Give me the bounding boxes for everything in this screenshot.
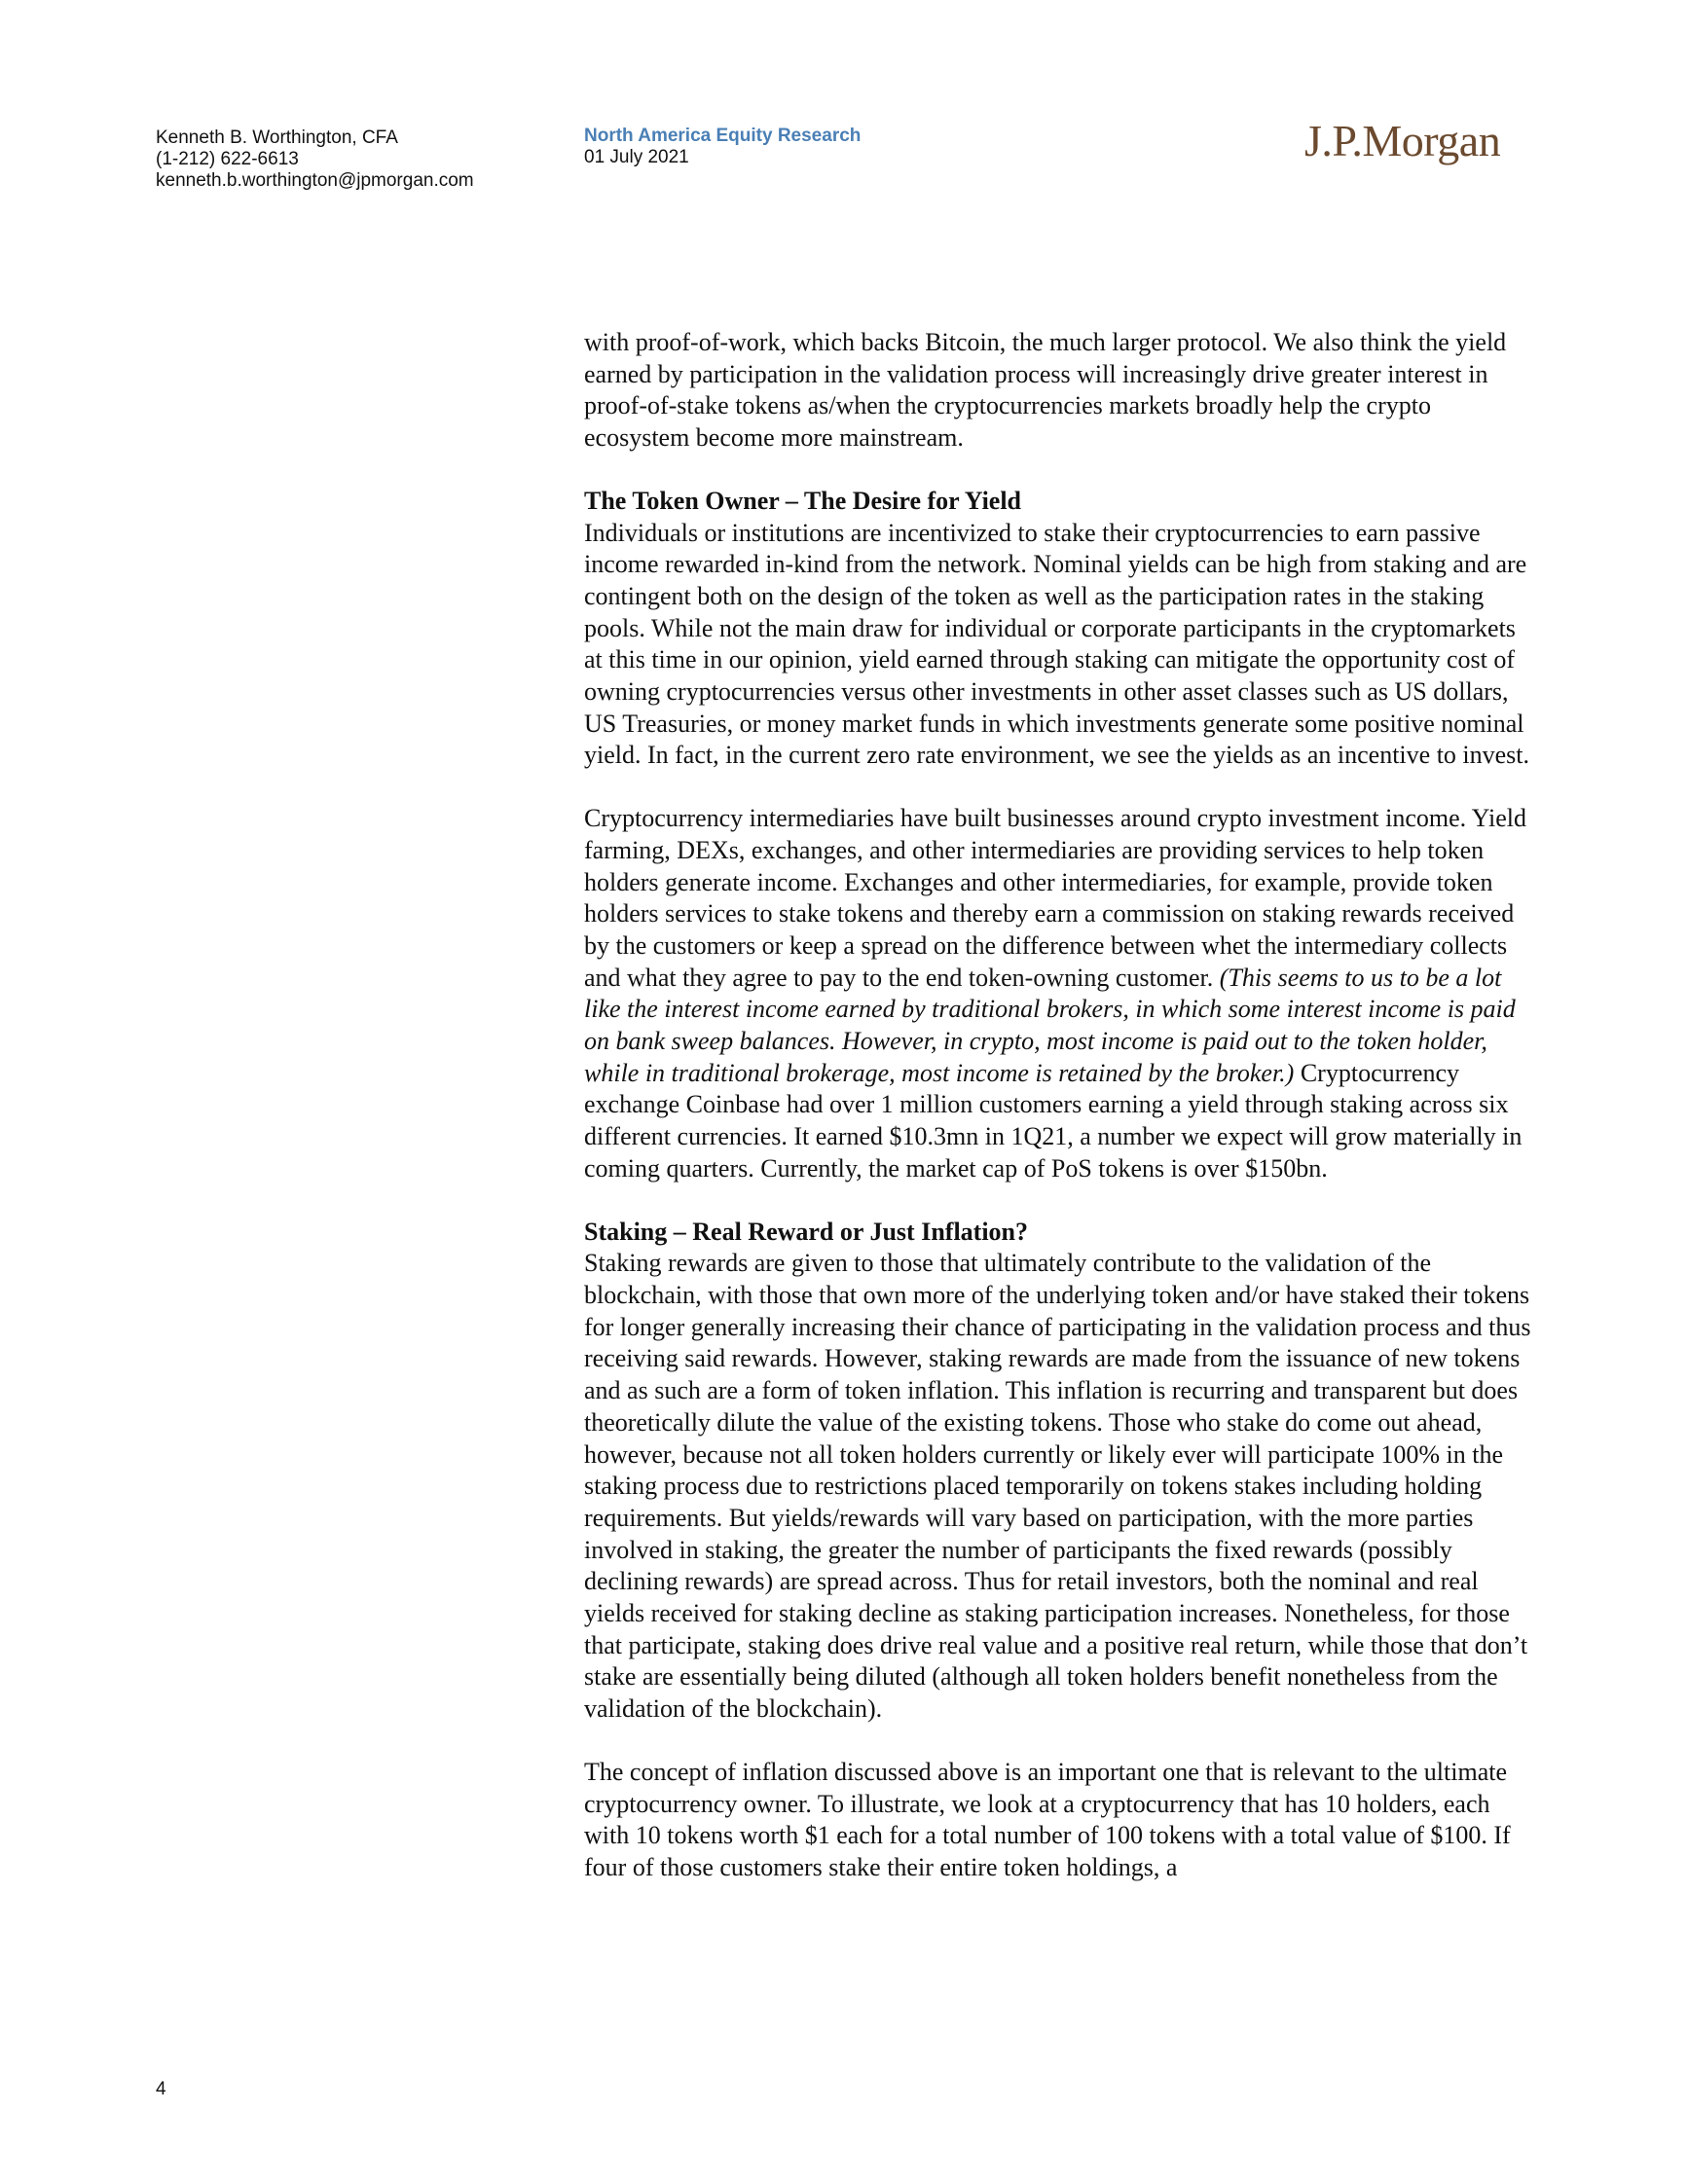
paragraph-3-italic: (This seems to us to be a lot like the interest income earned by traditional brokers, in which some interest income is paid on bank sweep balances. However, in crypto, most income is paid out to the token holder, while in traditional brokerage, most income is retained by the broker.) xyxy=(584,963,1516,1087)
paragraph-3-part-a: Cryptocurrency intermediaries have built businesses around crypto investment income. Yield farming, DEXs, exchanges, and other intermediaries are providing services to help token holders generate income. Exchanges and other intermediaries, for example, provide token holders services to stake tokens and thereby earn a commission on staking rewards received by the customers or keep a spread on the difference between whet the intermediary collects and what they agree to pay to the end token-owning customer. xyxy=(584,804,1527,992)
paragraph-3-part-b: Cryptocurrency exchange Coinbase had over 1 million customers earning a yield through staking across six different currencies. It earned $10.3mn in 1Q21, a number we expect will grow materially in coming quarters. Currently, the market cap of PoS tokens is over $150bn. xyxy=(584,1058,1523,1183)
department-label: North America Equity Research xyxy=(584,126,862,146)
report-date: 01 July 2021 xyxy=(584,147,689,167)
author-phone: (1-212) 622-6613 xyxy=(156,149,299,169)
author-name: Kenneth B. Worthington, CFA xyxy=(156,127,398,148)
paragraph-4: Staking rewards are given to those that ultimately contribute to the validation of the blockchain, with those that own more of the underlying token and/or have staked their tokens for longer generally increasing their chance of participating in the validation process and thus receiving said rewards. However, staking rewards are made from the issuance of new tokens and as such are a form of token inflation. This inflation is recurring and transparent but does theoretically dilute the value of the existing tokens. Those who stake do come out ahead, however, because not all token holders currently or likely ever will participate 100% in the staking process due to restrictions placed temporarily on tokens stakes including holding requirements. But yields/rewards will vary based on participation, with the more parties involved in staking, the greater the number of participants the fixed rewards (possibly declining rewards) are spread across. Thus for retail investors, both the nominal and real yields received for staking decline as staking participation increases. Nonetheless, for those that participate, staking does drive real value and a positive real return, while those that don’t stake are essentially being diluted (although all token holders benefit nonetheless from the validation of the blockchain). xyxy=(584,1249,1531,1724)
paragraph-2: Individuals or institutions are incentivized to stake their cryptocurrencies to earn passive income rewarded in-kind from the network. Nominal yields can be high from staking and are contingent both on the design of the token as well as the participation rates in the staking pools. While not the main draw for individual or corporate participants in the cryptomarkets at this time in our opinion, yield earned through staking can mitigate the opportunity cost of owning cryptocurrencies versus other investments in other asset classes such as US dollars, US Treasuries, or money market funds in which investments generate some positive nominal yield. In fact, in the current zero rate environment, we see the yields as an incentive to invest. xyxy=(584,518,1530,770)
author-email: kenneth.b.worthington@jpmorgan.com xyxy=(156,170,474,191)
paragraph-1: with proof-of-work, which backs Bitcoin, the much larger protocol. We also think the yield earned by participation in the validation process will increasingly drive greater interest in proof-of-stake tokens as/when the cryptocurrencies markets broadly help the crypto ecosystem become more mainstream. xyxy=(584,328,1507,453)
body-text xyxy=(584,327,1538,1915)
author-block xyxy=(156,127,474,192)
report-meta xyxy=(584,126,861,168)
section-heading-yield: The Token Owner – The Desire for Yield xyxy=(584,486,1022,515)
paragraph-3 xyxy=(584,803,1538,1184)
page-number: 4 xyxy=(156,2079,166,2099)
paragraph-5: The concept of inflation discussed above is an important one that is relevant to the ultimate cryptocurrency owner. To illustrate, we look at a cryptocurrency that has 10 holders, each with 10 tokens worth $1 each for a total number of 100 tokens with a total value of $100. If four of those customers stake their entire token holdings, a xyxy=(584,1757,1511,1881)
brand-logo: J.P.Morgan xyxy=(1304,116,1501,165)
section-heading-staking: Staking – Real Reward or Just Inflation? xyxy=(584,1217,1029,1246)
